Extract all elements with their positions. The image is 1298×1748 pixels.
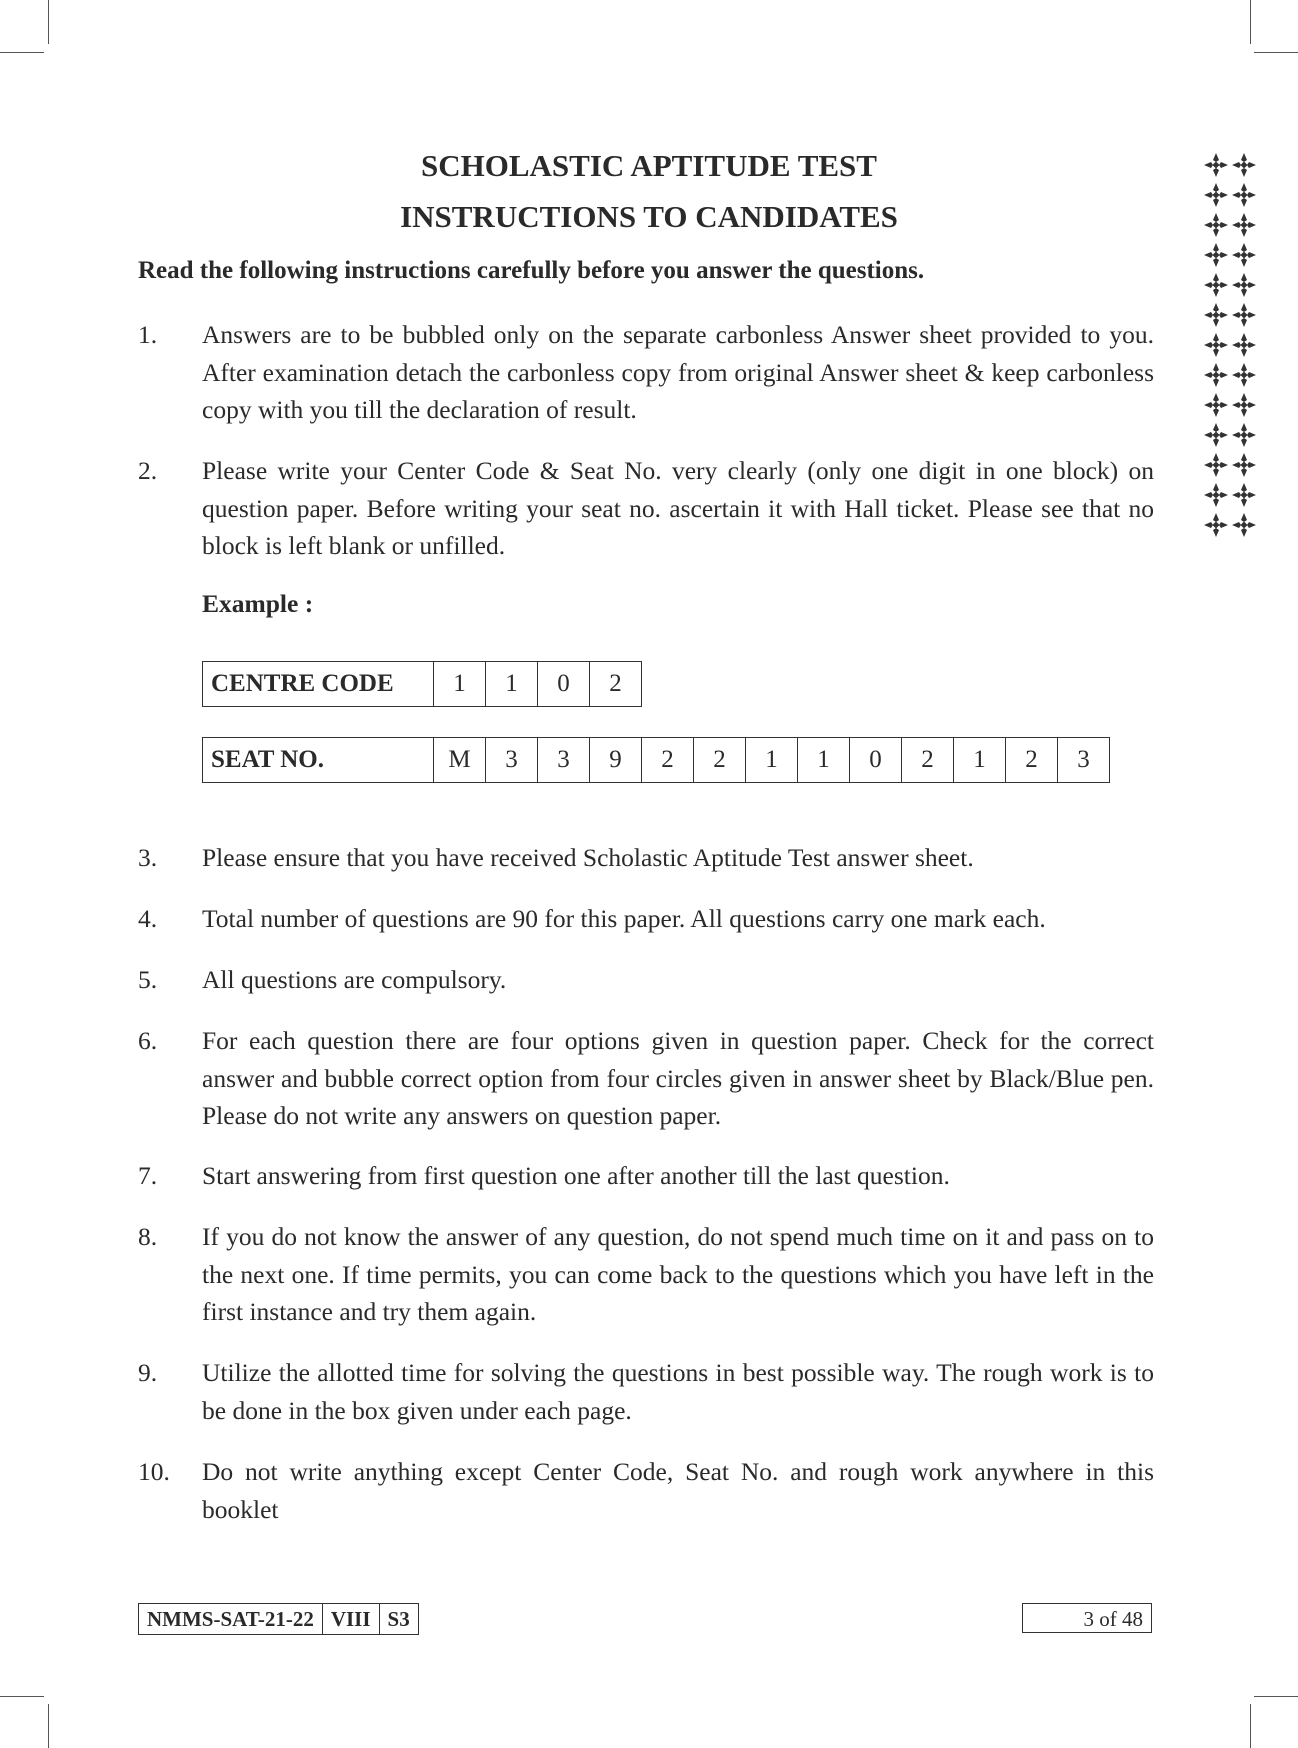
footer-set: S3 [379, 1604, 418, 1635]
ornament-icon [1202, 240, 1258, 270]
ornament-icon [1202, 270, 1258, 300]
list-item [138, 1218, 1154, 1331]
item-text: Do not write anything except Center Code, Seat No. and rough work anywhere in this booklet [202, 1457, 1154, 1524]
item-text: Total number of questions are 90 for this paper. All questions carry one mark each. [202, 904, 1046, 933]
ornament-icon [1202, 180, 1258, 210]
item-number: 3. [138, 843, 158, 872]
seat-no-digit: M [434, 738, 486, 783]
centre-code-digit: 2 [590, 662, 642, 707]
ornament-icon [1202, 390, 1258, 420]
ornament-column [1202, 150, 1258, 540]
item-text: If you do not know the answer of any question, do not spend much time on it and pass on to the next one. If time permits, you can come back to the questions which you have left in the first instance and try them again. [202, 1222, 1154, 1326]
centre-code-digit: 1 [434, 662, 486, 707]
item-number: 6. [138, 1026, 158, 1055]
item-number: 8. [138, 1222, 158, 1251]
list-item [138, 452, 1154, 565]
item-number: 10. [138, 1457, 170, 1486]
list-item [138, 1354, 1154, 1429]
seat-no-digit: 2 [694, 738, 746, 783]
item-text: Please write your Center Code & Seat No. very clearly (only one digit in one block) on question paper. Before writing your seat no. ascertain it with Hall ticket. Please see that no block is left blank or unfilled. [202, 456, 1154, 560]
seat-no-digit: 2 [1006, 738, 1058, 783]
list-item [138, 316, 1154, 429]
crop-mark [0, 1696, 44, 1697]
item-number: 9. [138, 1358, 158, 1387]
item-text: For each question there are four options given in question paper. Check for the correct answer and bubble correct option from four circles given in answer sheet by Black/Blue pen. Please do not write any answers on question paper. [202, 1026, 1154, 1130]
centre-code-digit: 1 [486, 662, 538, 707]
seat-no-box [202, 737, 1110, 783]
item-number: 4. [138, 904, 158, 933]
list-item [138, 1022, 1154, 1135]
item-text: Answers are to be bubbled only on the separate carbonless Answer sheet provided to you. After examination detach the carbonless copy from original Answer sheet & keep carbonless copy with you till the declaration of result. [202, 320, 1154, 424]
page-subtitle: INSTRUCTIONS TO CANDIDATES [400, 199, 898, 234]
ornament-icon [1202, 450, 1258, 480]
ornament-icon [1202, 420, 1258, 450]
seat-no-digit: 1 [954, 738, 1006, 783]
item-number: 1. [138, 320, 158, 349]
crop-mark [48, 0, 49, 44]
seat-no-digit: 3 [1058, 738, 1110, 783]
item-number: 5. [138, 965, 158, 994]
item-text: All questions are compulsory. [202, 965, 507, 994]
item-text: Please ensure that you have received Scholastic Aptitude Test answer sheet. [202, 843, 974, 872]
example-label: Example : [202, 589, 314, 618]
centre-code-digit: 0 [538, 662, 590, 707]
seat-no-digit: 3 [486, 738, 538, 783]
ornament-icon [1202, 330, 1258, 360]
ornament-icon [1202, 300, 1258, 330]
item-text: Utilize the allotted time for solving the questions in best possible way. The rough work is to be done in the box given under each page. [202, 1358, 1154, 1425]
ornament-icon [1202, 150, 1258, 180]
crop-mark [48, 1704, 49, 1748]
seat-no-digit: 2 [642, 738, 694, 783]
footer-class: VIII [322, 1604, 379, 1635]
list-item [138, 1157, 1154, 1195]
ornament-icon [1202, 210, 1258, 240]
item-number: 7. [138, 1161, 158, 1190]
intro-text: Read the following instructions carefully before you answer the questions. [138, 257, 925, 284]
item-number: 2. [138, 456, 158, 485]
centre-code-label: CENTRE CODE [203, 662, 434, 707]
list-item [138, 961, 1154, 999]
ornament-icon [1202, 480, 1258, 510]
crop-mark [1250, 1704, 1251, 1748]
list-item [138, 900, 1154, 938]
seat-no-label: SEAT NO. [203, 738, 434, 783]
seat-no-digit: 1 [798, 738, 850, 783]
ornament-icon [1202, 360, 1258, 390]
ornament-icon [1202, 510, 1258, 540]
list-item [138, 1453, 1154, 1528]
seat-no-digit: 0 [850, 738, 902, 783]
crop-mark [1250, 0, 1251, 44]
seat-no-digit: 2 [902, 738, 954, 783]
seat-no-digit: 3 [538, 738, 590, 783]
crop-mark [0, 52, 44, 53]
list-item [138, 839, 1154, 877]
item-text: Start answering from first question one after another till the last question. [202, 1161, 950, 1190]
crop-mark [1254, 52, 1298, 53]
centre-code-box [202, 661, 642, 707]
seat-no-digit: 1 [746, 738, 798, 783]
page-title: SCHOLASTIC APTITUDE TEST [421, 148, 877, 183]
page-number: 3 of 48 [1022, 1603, 1152, 1633]
footer-code-box [138, 1603, 419, 1635]
footer-paper-code: NMMS-SAT-21-22 [139, 1604, 323, 1635]
crop-mark [1254, 1696, 1298, 1697]
seat-no-digit: 9 [590, 738, 642, 783]
